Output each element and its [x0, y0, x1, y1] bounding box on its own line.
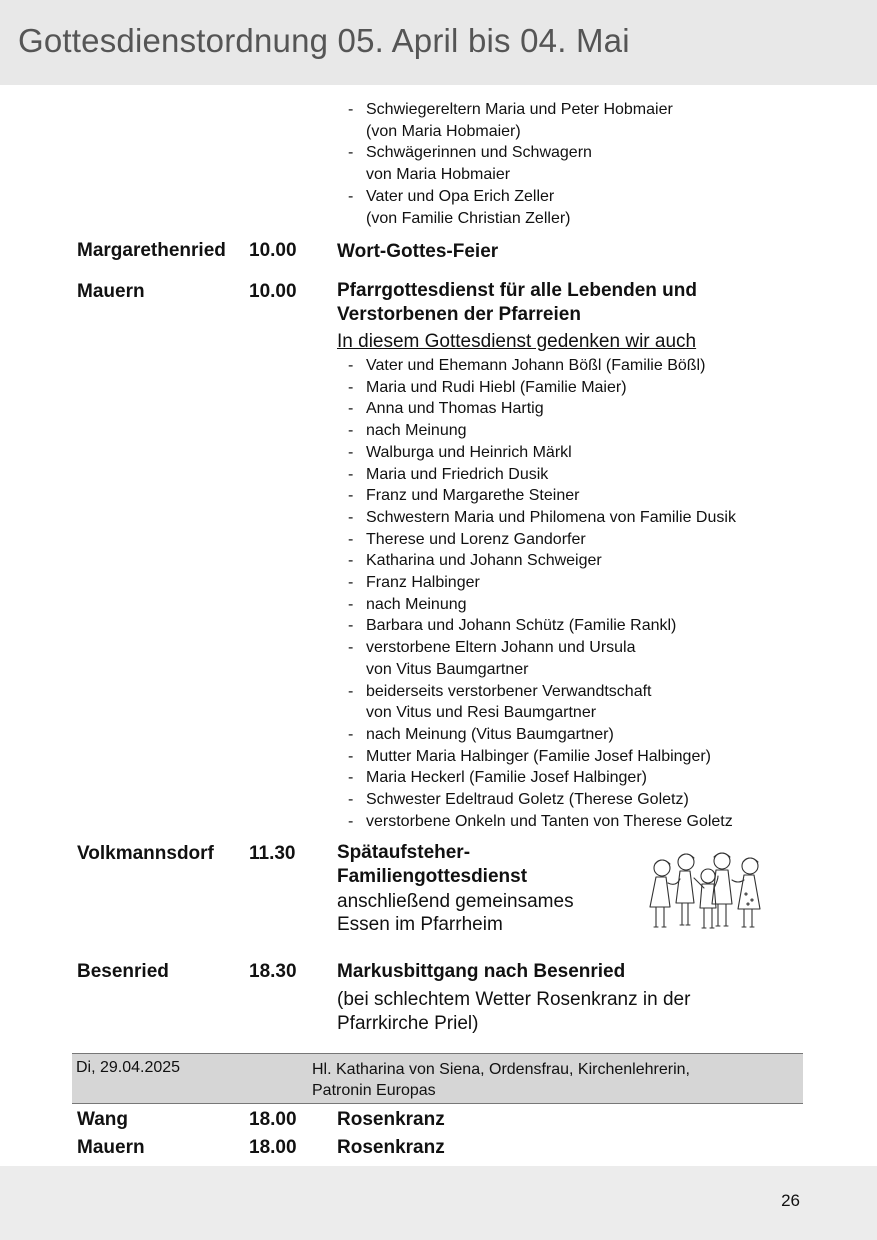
list-item: - nach Meinung — [346, 594, 736, 616]
intention-list-mauern — [346, 355, 736, 832]
list-item: - verstorbene Onkeln und Tanten von Therese Goletz — [346, 811, 736, 833]
service-time: 18.30 — [249, 961, 297, 982]
service-time: 10.00 — [249, 240, 297, 261]
feast-date: Di, 29.04.2025 — [76, 1059, 181, 1076]
service-title: Rosenkranz — [337, 1137, 445, 1158]
list-item: - beiderseits verstorbener Verwandtschaft — [346, 681, 736, 703]
service-time: 10.00 — [249, 281, 297, 302]
gedenken-heading: In diesem Gottesdienst gedenken wir auch — [337, 331, 697, 352]
service-title: Rosenkranz — [337, 1109, 445, 1130]
list-item-continuation: (von Maria Hobmaier) — [366, 122, 521, 140]
list-item-continuation: von Vitus Baumgartner — [366, 660, 529, 678]
service-title: Markusbittgang nach Besenried — [337, 961, 626, 982]
service-time: 18.00 — [249, 1109, 297, 1130]
list-item: - Schwägerinnen und Schwagern — [346, 142, 673, 164]
service-location: Wang — [77, 1109, 129, 1130]
list-item: - Katharina und Johann Schweiger — [346, 550, 736, 572]
service-title: Wort-Gottes-Feier — [337, 241, 499, 262]
service-note: (bei schlechtem Wetter Rosenkranz in der Pfarrkirche Priel) — [337, 989, 691, 1034]
service-location: Margarethenried — [77, 240, 226, 261]
page-footer — [0, 1166, 877, 1240]
list-item: - Schwestern Maria und Philomena von Familie Dusik — [346, 507, 736, 529]
list-item: - Maria und Rudi Hiebl (Familie Maier) — [346, 377, 736, 399]
service-location: Volkmannsdorf — [77, 843, 214, 864]
list-item: - Therese und Lorenz Gandorfer — [346, 529, 736, 551]
children-circle-illustration — [642, 850, 766, 936]
list-item: - Maria Heckerl (Familie Josef Halbinger) — [346, 767, 736, 789]
service-location: Mauern — [77, 281, 145, 302]
page-title: Gottesdienstordnung 05. April bis 04. Mai — [18, 22, 630, 59]
list-item: - Vater und Opa Erich Zeller — [346, 186, 673, 208]
service-location: Besenried — [77, 961, 169, 982]
service-time: 11.30 — [249, 843, 296, 864]
list-item: - Franz und Margarethe Steiner — [346, 485, 736, 507]
list-item: - nach Meinung (Vitus Baumgartner) — [346, 724, 736, 746]
service-note: anschließend gemeinsames Essen im Pfarrheim — [337, 891, 574, 935]
list-item: - verstorbene Eltern Johann und Ursula — [346, 637, 736, 659]
service-location: Mauern — [77, 1137, 145, 1158]
list-item: - nach Meinung — [346, 420, 736, 442]
list-item: - Schwiegereltern Maria und Peter Hobmaier — [346, 99, 673, 121]
list-item: - Vater und Ehemann Johann Bößl (Familie Bößl) — [346, 355, 736, 377]
list-item: - Anna und Thomas Hartig — [346, 398, 736, 420]
page-number: 26 — [781, 1191, 800, 1210]
intention-list-top — [346, 99, 673, 229]
list-item: - Maria und Friedrich Dusik — [346, 464, 736, 486]
service-title: Spätaufsteher- Familiengottesdienst — [337, 842, 528, 887]
list-item-continuation: (von Familie Christian Zeller) — [366, 209, 571, 227]
service-time: 18.00 — [249, 1137, 297, 1158]
feast-day-bar — [72, 1053, 803, 1104]
feast-name: Hl. Katharina von Siena, Ordensfrau, Kirchenlehrerin, Patronin Europas — [312, 1061, 690, 1099]
list-item: - Mutter Maria Halbinger (Familie Josef Halbinger) — [346, 746, 736, 768]
list-item: - Franz Halbinger — [346, 572, 736, 594]
list-item: - Barbara und Johann Schütz (Familie Rankl) — [346, 615, 736, 637]
list-item: - Walburga und Heinrich Märkl — [346, 442, 736, 464]
page-header — [0, 0, 877, 85]
service-title: Pfarrgottesdienst für alle Lebenden und Verstorbenen der Pfarreien — [337, 280, 697, 325]
list-item: - Schwester Edeltraud Goletz (Therese Goletz) — [346, 789, 736, 811]
list-item-continuation: von Maria Hobmaier — [366, 166, 511, 184]
list-item-continuation: von Vitus und Resi Baumgartner — [366, 704, 597, 722]
